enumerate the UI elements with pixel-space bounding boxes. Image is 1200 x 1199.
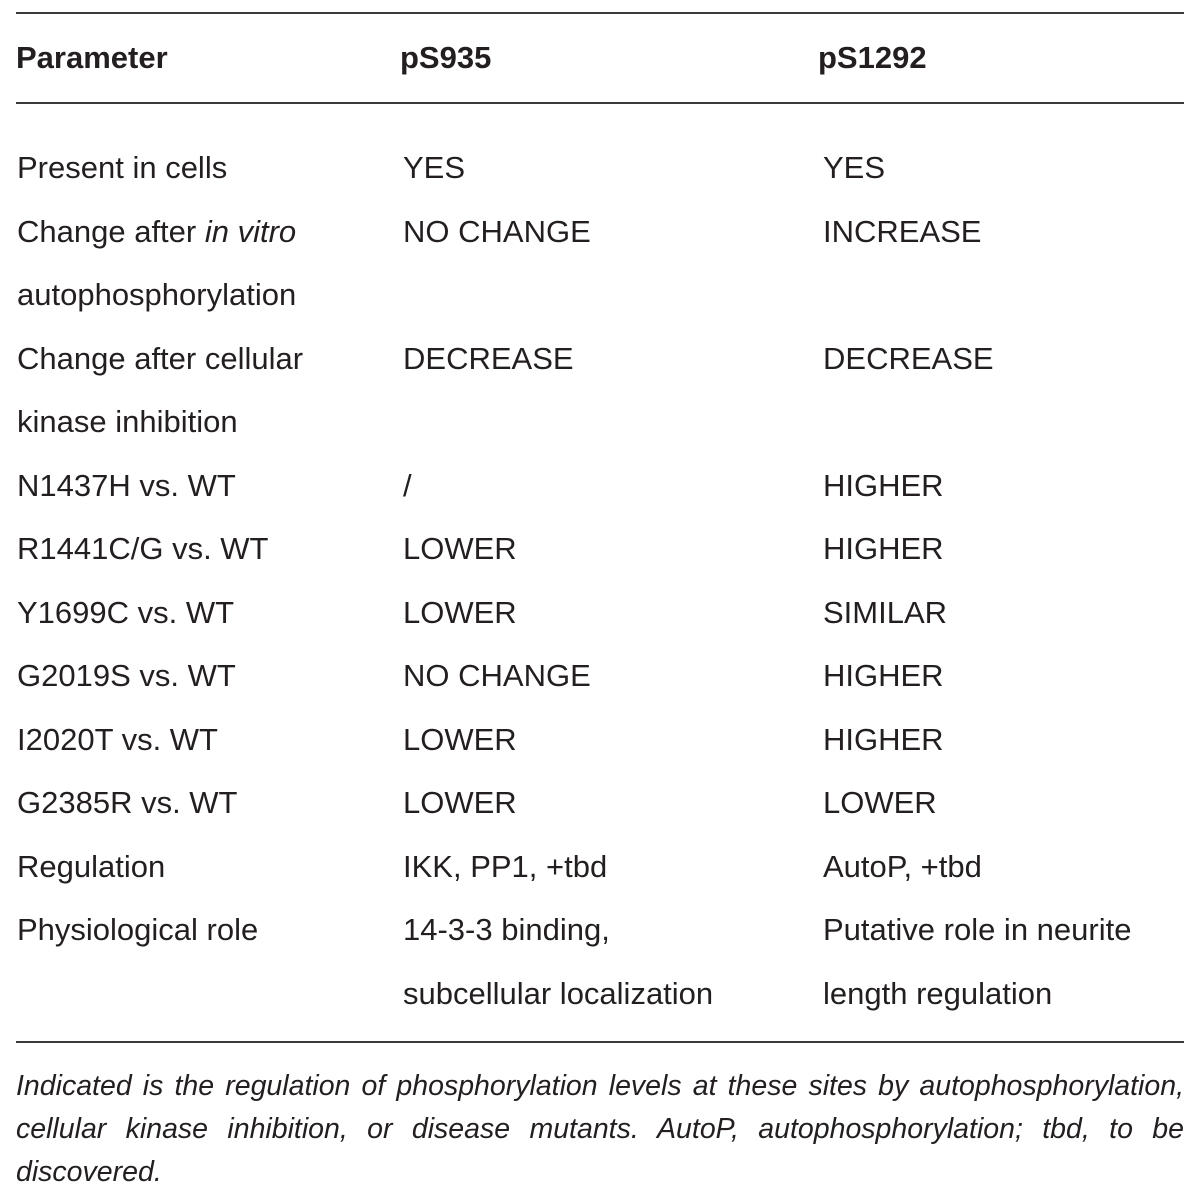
row-parameter	[16, 200, 401, 327]
row-ps1292: AutoP, +tbd	[823, 848, 982, 884]
cell-line-1: Putative role in neurite	[823, 912, 1132, 947]
header-ps1292: pS1292	[818, 40, 927, 75]
row-ps1292: YES	[823, 150, 886, 185]
table-row	[16, 708, 1184, 772]
row-ps935: LOWER	[403, 721, 517, 757]
row-ps1292: SIMILAR	[823, 594, 948, 630]
row-parameter: Y1699C vs. WT	[17, 594, 235, 630]
row-ps1292: LOWER	[823, 785, 937, 820]
cell-line-2: length regulation	[823, 975, 1053, 1011]
table-row	[16, 771, 1184, 835]
row-parameter: R1441C/G vs. WT	[17, 531, 269, 566]
row-ps1292: HIGHER	[823, 658, 944, 693]
row-ps935: DECREASE	[403, 340, 574, 376]
table-row	[16, 898, 1184, 1025]
row-parameter: I2020T vs. WT	[17, 721, 218, 757]
param-prefix: Change after	[17, 213, 205, 249]
table-header	[16, 14, 1184, 102]
table-row	[16, 200, 1184, 327]
row-ps1292: DECREASE	[823, 340, 994, 376]
row-parameter	[16, 327, 401, 454]
row-parameter: N1437H vs. WT	[17, 467, 236, 503]
data-table	[16, 12, 1184, 1194]
row-parameter: G2385R vs. WT	[17, 785, 238, 820]
row-ps935: NO CHANGE	[403, 213, 591, 249]
row-ps935: IKK, PP1, +tbd	[403, 848, 608, 884]
table-row	[16, 327, 1184, 454]
param-line-2: kinase inhibition	[17, 404, 238, 439]
table-body	[16, 104, 1184, 1041]
cell-line-1: 14-3-3 binding,	[403, 912, 610, 947]
param-line-1: Change after cellular	[17, 340, 304, 376]
row-parameter: Present in cells	[17, 150, 228, 185]
row-ps1292: HIGHER	[823, 467, 944, 503]
row-parameter: Regulation	[17, 848, 166, 884]
param-italic: in vitro	[204, 213, 297, 249]
row-ps935: LOWER	[403, 594, 517, 630]
table-row	[16, 454, 1184, 518]
table-row	[16, 136, 1184, 200]
param-line-2: autophosphorylation	[17, 277, 297, 312]
header-ps935: pS935	[400, 40, 492, 75]
header-parameter: Parameter	[16, 40, 168, 75]
table-row	[16, 581, 1184, 645]
cell-line-2: subcellular localization	[403, 975, 714, 1011]
row-parameter: Physiological role	[17, 912, 259, 947]
row-ps935: YES	[403, 150, 466, 185]
table-row	[16, 644, 1184, 708]
table-footnote: Indicated is the regulation of phosphorylation levels at these sites by autophosphorylation, cellular kinase inhibition, or disease mutants. AutoP, autophosphorylation; tbd, to be discovered.	[16, 1070, 1184, 1188]
row-parameter: G2019S vs. WT	[17, 658, 236, 693]
table-row	[16, 517, 1184, 581]
row-ps1292: HIGHER	[823, 721, 944, 757]
table-row	[16, 835, 1184, 899]
row-ps935: LOWER	[403, 785, 517, 820]
row-ps1292: HIGHER	[823, 531, 944, 566]
row-ps935	[401, 898, 821, 1025]
row-ps935: /	[403, 467, 412, 503]
row-ps1292: INCREASE	[823, 213, 982, 249]
row-ps1292	[821, 898, 1184, 1025]
row-ps935: NO CHANGE	[403, 658, 591, 693]
row-ps935: LOWER	[403, 531, 517, 566]
